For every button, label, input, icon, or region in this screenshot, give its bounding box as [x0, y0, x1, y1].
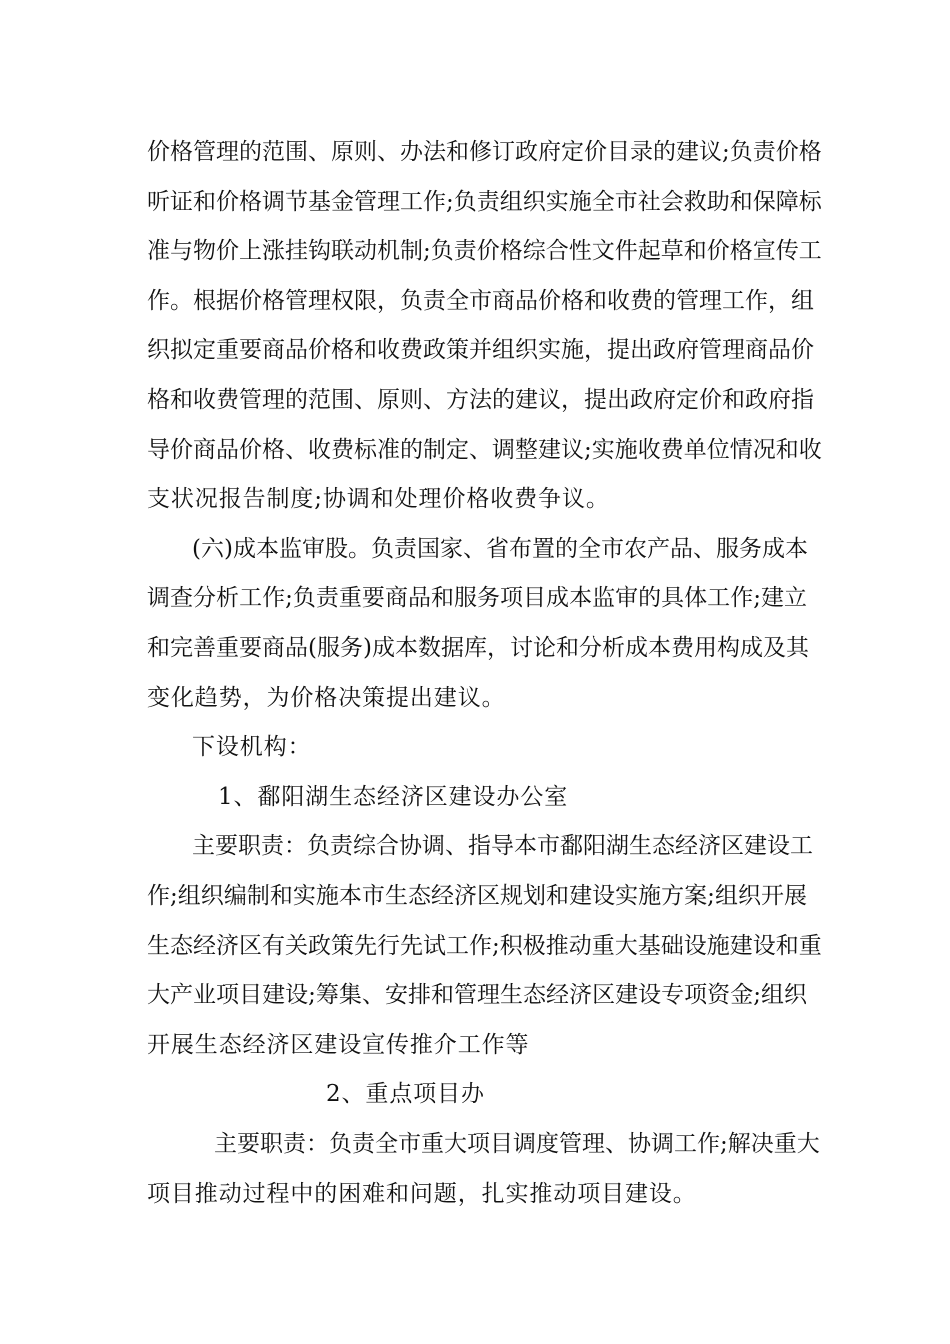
agency-1-duties-line-3: 生态经济区有关政策先行先试工作;积极推动重大基础设施建设和重 — [147, 933, 822, 959]
agency-2-duties-line-1: 主要职责：负责全市重大项目调度管理、协调工作;解决重大 — [214, 1131, 820, 1157]
paragraph-line-10: 调查分析工作;负责重要商品和服务项目成本监审的具体工作;建立 — [147, 585, 807, 611]
agency-1-duties-line-2: 作;组织编制和实施本市生态经济区规划和建设实施方案;组织开展 — [147, 883, 807, 909]
agency-2-title: 2、重点项目办 — [326, 1081, 485, 1107]
paragraph-line-6: 格和收费管理的范围、原则、方法的建议，提出政府定价和政府指 — [147, 387, 814, 413]
agency-1-duties-line-4: 大产业项目建设;筹集、安排和管理生态经济区建设专项资金;组织 — [147, 982, 807, 1008]
paragraph-line-7: 导价商品价格、收费标准的制定、调整建议;实施收费单位情况和收 — [147, 437, 822, 463]
paragraph-line-8: 支状况报告制度;协调和处理价格收费争议。 — [147, 486, 610, 512]
paragraph-line-11: 和完善重要商品(服务)成本数据库，讨论和分析成本费用构成及其 — [147, 635, 809, 661]
paragraph-line-3: 准与物价上涨挂钩联动机制;负责价格综合性文件起草和价格宣传工 — [147, 238, 822, 264]
paragraph-line-1: 价格管理的范围、原则、办法和修订政府定价目录的建议;负责价格 — [147, 139, 822, 165]
agency-1-title: 1、鄱阳湖生态经济区建设办公室 — [218, 784, 569, 810]
paragraph-line-4: 作。根据价格管理权限，负责全市商品价格和收费的管理工作，组 — [147, 288, 814, 314]
agency-2-duties-line-2: 项目推动过程中的困难和问题，扎实推动项目建设。 — [147, 1181, 697, 1207]
agency-1-duties-line-5: 开展生态经济区建设宣传推介工作等 — [147, 1032, 530, 1058]
subordinate-agencies-heading: 下设机构： — [192, 734, 312, 760]
section-6-heading-line: (六)成本监审股。负责国家、省布置的全市农产品、服务成本 — [192, 536, 808, 562]
paragraph-line-2: 听证和价格调节基金管理工作;负责组织实施全市社会救助和保障标 — [147, 189, 822, 215]
agency-1-duties-line-1: 主要职责：负责综合协调、指导本市鄱阳湖生态经济区建设工 — [192, 833, 813, 859]
paragraph-line-5: 织拟定重要商品价格和收费政策并组织实施，提出政府管理商品价 — [147, 337, 814, 363]
paragraph-line-12: 变化趋势，为价格决策提出建议。 — [147, 685, 506, 711]
